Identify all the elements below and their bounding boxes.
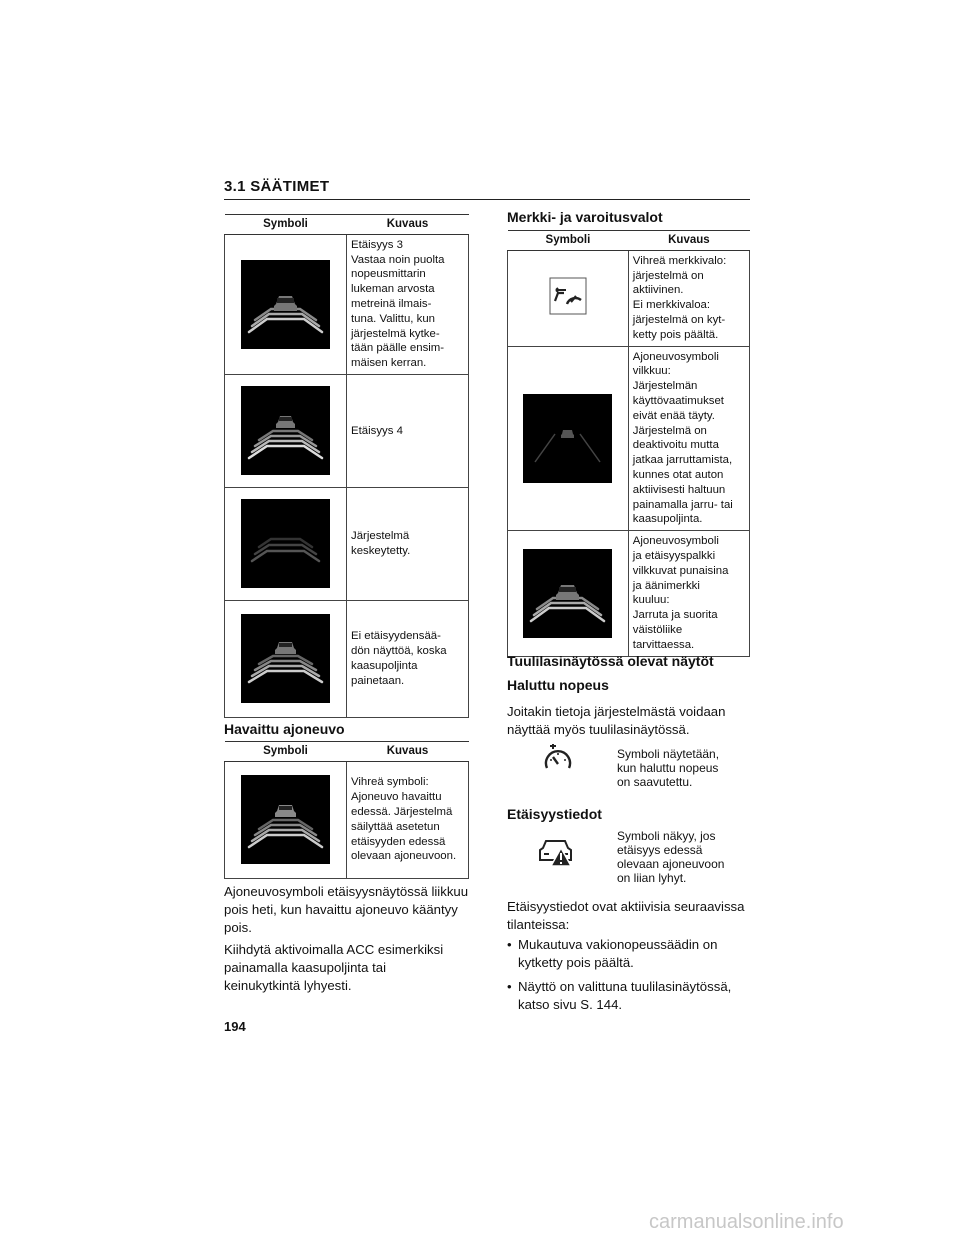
detected-paragraph-1: Ajoneuvosymboli etäisyysnäytössä liikkuu pois heti, kun havaittu ajoneuvo kääntyy pois. — [224, 884, 469, 935]
detected-paragraph-2: Kiihdytä aktivoimalla ACC esimerkiksi painamalla kaasupoljinta tai keinukytkintä lyhyesti. — [224, 942, 444, 993]
distance-4-display-icon — [241, 386, 330, 475]
detected-vehicle-table — [224, 741, 469, 879]
warning-lights-table — [507, 230, 750, 657]
table-row — [508, 250, 750, 346]
column-header-description: Kuvaus — [347, 215, 469, 235]
distance-info-heading: Etäisyystiedot — [507, 806, 602, 822]
row-description: Vihreä symboli: Ajoneuvo havaittu edessä. Järjestelmä säilyttää asetetun etäisyyden edessä olevaan ajoneuvoon. — [347, 761, 469, 878]
distance-3-display-icon — [241, 260, 330, 349]
table-row — [225, 374, 469, 487]
table-row — [508, 531, 750, 656]
acc-indicator-icon — [549, 277, 587, 315]
row-description: Vihreä merkkivalo: järjestelmä on aktiivinen. Ei merkkivaloa: järjestelmä on kyt- ketty pois päältä. — [628, 250, 749, 346]
conditions-list — [507, 936, 750, 1020]
row-description: Järjestelmä keskeytetty. — [347, 487, 469, 600]
table-row — [225, 487, 469, 600]
desired-speed-description: Symboli näytetään, kun haluttu nopeus on saavutettu. — [617, 747, 720, 789]
page-number: 194 — [224, 1019, 246, 1034]
detected-vehicle-heading: Havaittu ajoneuvo — [224, 721, 345, 737]
list-item: • Mukautuva vakionopeussäädin on kytketty pois päältä. — [507, 936, 750, 972]
row-description: Etäisyys 4 — [347, 374, 469, 487]
table-row — [225, 234, 469, 374]
warning-lights-heading: Merkki- ja varoitusvalot — [507, 209, 663, 225]
red-distance-warning-display-icon — [523, 549, 612, 638]
column-header-symbol: Symboli — [225, 742, 347, 762]
section-title: 3.1 SÄÄTIMET — [224, 178, 330, 195]
vehicle-flashing-display-icon — [523, 394, 612, 483]
list-item: • Näyttö on valittuna tuulilasinäytössä, katso sivu S. 144. — [507, 978, 750, 1014]
vehicle-warning-icon — [537, 836, 577, 870]
distance-table — [224, 214, 469, 718]
table-row — [225, 761, 469, 878]
column-header-description: Kuvaus — [628, 231, 749, 251]
section-divider — [224, 199, 750, 200]
system-interrupted-display-icon — [241, 499, 330, 588]
table-row — [225, 600, 469, 717]
column-header-symbol: Symboli — [508, 231, 629, 251]
desired-speed-heading: Haluttu nopeus — [507, 677, 609, 693]
desired-speed-paragraph: Joitakin tietoja järjestelmästä voidaan näyttää myös tuulilasinäytössä. — [507, 704, 726, 737]
distance-info-description: Symboli näkyy, jos etäisyys edessä olevaan ajoneuvoon on liian lyhyt. — [617, 829, 725, 885]
vehicle-detected-display-icon — [241, 775, 330, 864]
watermark: carmanualsonline.info — [649, 1211, 844, 1233]
column-header-symbol: Symboli — [225, 215, 347, 235]
distance-info-paragraph: Etäisyystiedot ovat aktiivisia seuraavissa tilanteissa: — [507, 899, 745, 932]
row-description: Ei etäisyydensää- dön näyttöä, koska kaasupoljinta painetaan. — [347, 600, 469, 717]
hud-heading: Tuulilasinäytössä olevat näytöt — [507, 653, 714, 669]
row-description: Ajoneuvosymboli vilkkuu: Järjestelmän käyttövaatimukset eivät enää täyty. Järjestelmä on deaktivoitu mutta jatkaa jarruttamista, kunnes otat auton aktiivisesti haltuun painamalla jarru- tai kaasupoljinta. — [628, 346, 749, 531]
column-header-description: Kuvaus — [347, 742, 469, 762]
no-distance-display-icon — [241, 614, 330, 703]
table-row — [508, 346, 750, 531]
speedometer-icon — [542, 744, 574, 776]
row-description: Ajoneuvosymboli ja etäisyyspalkki vilkkuvat punaisina ja äänimerkki kuuluu: Jarruta ja suorita väistöliike tarvittaessa. — [628, 531, 749, 656]
row-description: Etäisyys 3 Vastaa noin puolta nopeusmittarin lukeman arvosta metreinä ilmais- tuna. Valittu, kun järjestelmä kytke- tään päälle ensim- mäisen kerran. — [347, 234, 469, 374]
